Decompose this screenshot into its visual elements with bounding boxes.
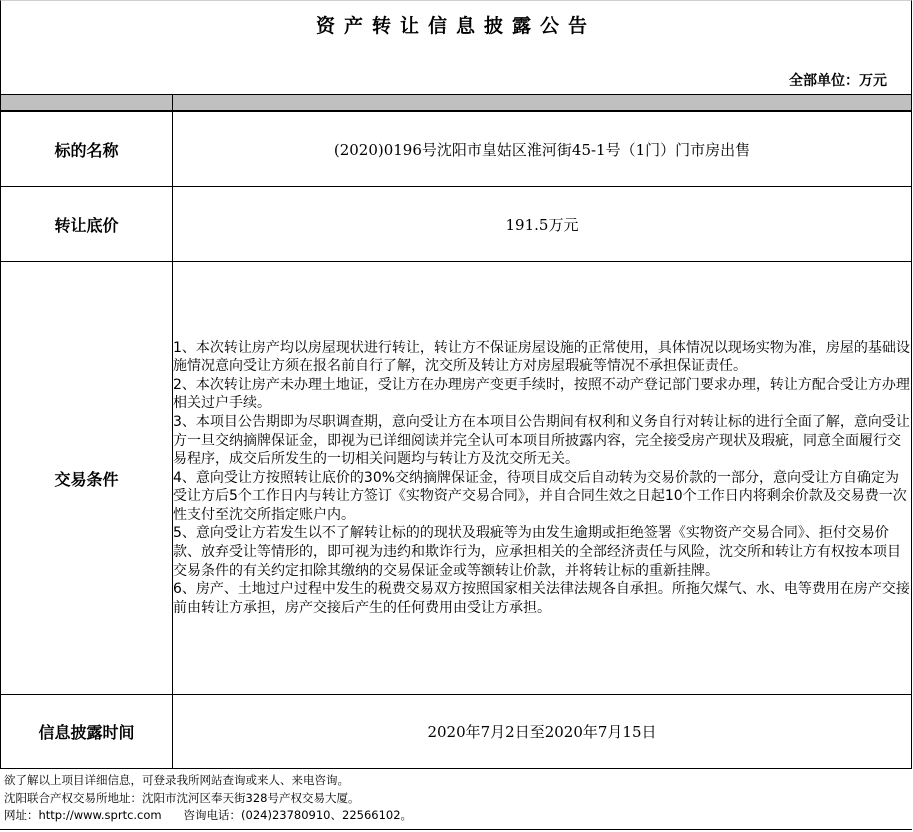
condition-item: 3、本项目公告期即为尽职调查期，意向受让方在本项目公告期间有权利和义务自行对转让标的进行全面了解，意向受让方一旦交纳摘牌保证金，即视为已详细阅读并完全认可本项目所披露内容，完全接受房产现状及瑕疵，同意全面履行交易程序，成交后所发生的一切相关问题均与转让方及沈交所无关。 — [173, 413, 910, 468]
table-row — [1, 695, 912, 769]
footer-website-phone: 网址：http://www.sprtc.com 咨询电话：(024)23780910、22566102。 — [4, 808, 413, 822]
footer-divider — [0, 829, 912, 830]
info-table — [0, 111, 912, 769]
condition-item: 1、本次转让房产均以房屋现状进行转让，转让方不保证房屋设施的正常使用，具体情况以现场实物为准，房屋的基础设施情况意向受让方须在报名前自行了解，沈交所及转让方对房屋瑕疵等情况不承担保证责任。 — [173, 339, 910, 375]
unit-note: 全部单位：万元 — [789, 73, 887, 89]
table-row — [1, 187, 912, 262]
footer-address: 沈阳联合产权交易所地址：沈阳市沈河区奉天街328号产权交易大厦。 — [4, 790, 360, 805]
reserve-price-value: 191.5万元 — [173, 187, 912, 262]
condition-item: 5、意向受让方若发生以不了解转让标的的现状及瑕疵等为由发生逾期或拒绝签署《实物资产交易合同》、拒付交易价款、放弃受让等情形的，即可视为违约和欺诈行为，应承担相关的全部经济责任与风险，沈交所和转让方有权按本项目交易条件的有关约定扣除其缴纳的交易保证金或等额转让价款，并将转让标的重新挂牌。 — [173, 525, 901, 579]
condition-item: 4、意向受让方按照转让底价的30%交纳摘牌保证金，待项目成交后自动转为交易价款的一部分，意向受让方自确定为受让方后5个工作日内与转让方签订《实物资产交易合同》，并自合同生效之日起10个工作日内将剩余价款及交易费一次性支付至沈交所指定账户内。 — [173, 469, 907, 523]
condition-item: 2、本次转让房产未办理土地证，受让方在办理房产变更手续时，按照不动产登记部门要求办理，转让方配合受让方办理相关过户手续。 — [173, 376, 910, 412]
condition-item: 6、房产、土地过户过程中发生的税费交易双方按照国家相关法律法规各自承担。所拖欠煤气、水、电等费用在房产交接前由转让方承担，房产交接后产生的任何费用由受让方承担。 — [173, 581, 910, 616]
title-section — [0, 0, 912, 94]
trade-conditions-label: 交易条件 — [1, 262, 173, 695]
header-band-divider — [172, 95, 173, 110]
contact-footer — [4, 772, 412, 825]
footer-inquiry-note: 欲了解以上项目详细信息，可登录我所网站查询或来人、来电咨询。 — [4, 773, 349, 787]
table-row — [1, 112, 912, 187]
header-band — [0, 94, 912, 111]
subject-name-label: 标的名称 — [1, 112, 173, 187]
reserve-price-label: 转让底价 — [1, 187, 173, 262]
table-row — [1, 262, 912, 695]
disclosure-period-label: 信息披露时间 — [1, 695, 173, 769]
page-title: 资产转让信息披露公告 — [315, 15, 596, 37]
disclosure-period-value: 2020年7月2日至2020年7月15日 — [173, 695, 912, 769]
trade-conditions-text — [173, 262, 912, 695]
subject-name-value: (2020)0196号沈阳市皇姑区淮河街45-1号（1门）门市房出售 — [173, 112, 912, 187]
